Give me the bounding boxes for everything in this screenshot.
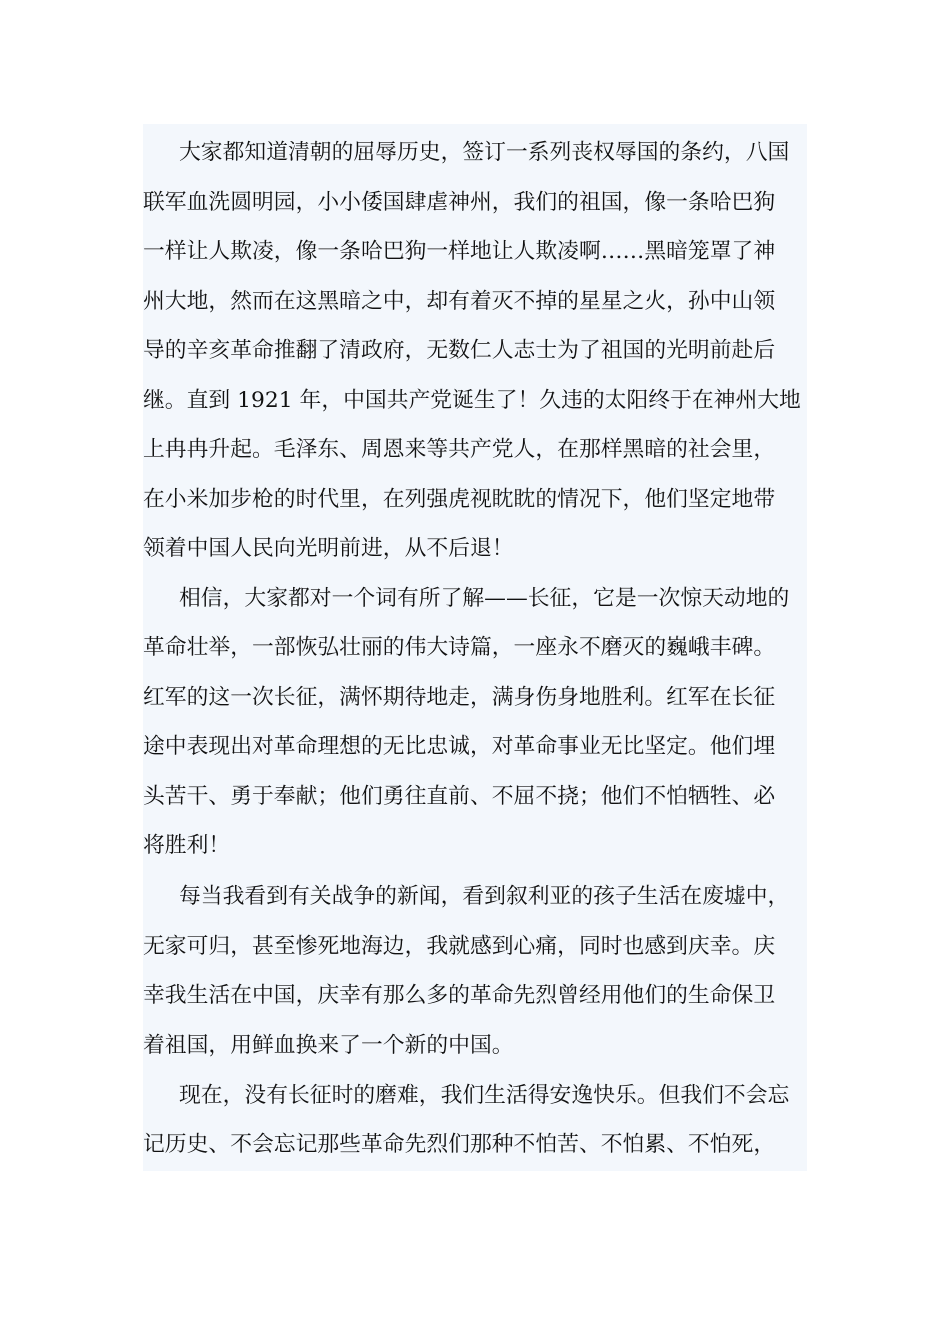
paragraph-4-line-2: 记历史、不会忘记那些革命先烈们那种不怕苦、不怕累、不怕死， xyxy=(143,1132,776,1157)
paragraph-4-line-1: 现在，没有长征时的磨难，我们生活得安逸快乐。但我们不会忘 xyxy=(179,1083,790,1108)
paragraph-1-line-3: 一样让人欺凌，像一条哈巴狗一样地让人欺凌啊……黑暗笼罩了神 xyxy=(143,239,776,264)
paragraph-1-line-8: 在小米加步枪的时代里，在列强虎视眈眈的情况下，他们坚定地带 xyxy=(143,487,776,512)
paragraph-1-line-2: 联军血洗圆明园，小小倭国肆虐神州，我们的祖国，像一条哈巴狗 xyxy=(143,190,776,215)
paragraph-2-line-3: 红军的这一次长征，满怀期待地走，满身伤身地胜利。红军在长征 xyxy=(143,685,776,710)
paragraph-3-line-4: 着祖国，用鲜血换来了一个新的中国。 xyxy=(143,1033,514,1058)
paragraph-1-line-6: 继。直到 1921 年，中国共产党诞生了！久违的太阳终于在神州大地 xyxy=(143,388,801,413)
paragraph-1-line-1: 大家都知道清朝的屈辱历史，签订一系列丧权辱国的条约，八国 xyxy=(179,140,790,165)
paragraph-1-line-4: 州大地，然而在这黑暗之中，却有着灭不掉的星星之火，孙中山领 xyxy=(143,289,776,314)
paragraph-1-line-5: 导的辛亥革命推翻了清政府，无数仁人志士为了祖国的光明前赴后 xyxy=(143,338,776,363)
paragraph-3-line-3: 幸我生活在中国，庆幸有那么多的革命先烈曾经用他们的生命保卫 xyxy=(143,983,776,1008)
paragraph-1-line-9: 领着中国人民向光明前进，从不后退！ xyxy=(143,536,514,561)
paragraph-3-line-1: 每当我看到有关战争的新闻，看到叙利亚的孩子生活在废墟中， xyxy=(179,884,790,909)
paragraph-2-line-1: 相信，大家都对一个词有所了解——长征，它是一次惊天动地的 xyxy=(179,586,790,611)
paragraph-2-line-5: 头苦干、勇于奉献；他们勇往直前、不屈不挠；他们不怕牺牲、必 xyxy=(143,784,776,809)
paragraph-3-line-2: 无家可归，甚至惨死地海边，我就感到心痛，同时也感到庆幸。庆 xyxy=(143,934,776,959)
paragraph-2-line-2: 革命壮举，一部恢弘壮丽的伟大诗篇，一座永不磨灭的巍峨丰碑。 xyxy=(143,635,776,660)
essay-text-block xyxy=(143,124,807,1171)
paragraph-2-line-4: 途中表现出对革命理想的无比忠诚，对革命事业无比坚定。他们埋 xyxy=(143,734,776,759)
paragraph-2-line-6: 将胜利！ xyxy=(143,833,231,858)
paragraph-1-line-7: 上冉冉升起。毛泽东、周恩来等共产党人，在那样黑暗的社会里， xyxy=(143,437,776,462)
